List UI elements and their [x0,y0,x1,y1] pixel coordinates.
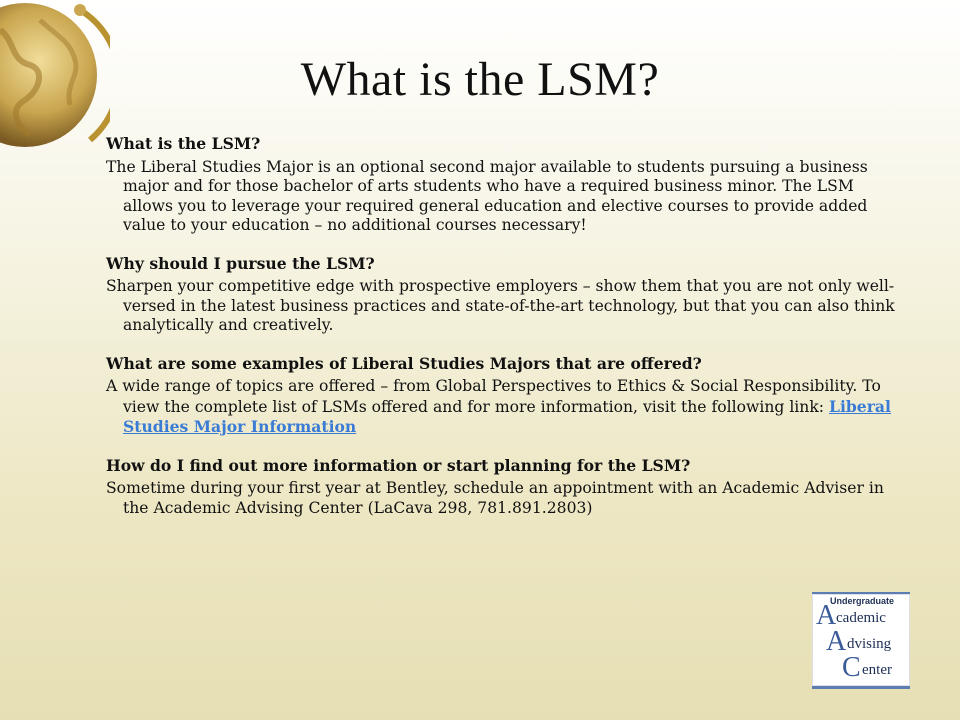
lsm-info-link[interactable]: Liberal Studies Major Information [123,396,891,436]
academic-advising-center-logo [812,592,910,689]
section-planning [106,456,896,519]
question-heading: What are some examples of Liberal Studies Majors that are offered? [106,353,702,373]
section-examples [106,354,896,438]
slide-title: What is the LSM? [300,53,660,106]
logo-word-1: cademic [836,610,886,626]
section-why-pursue [106,254,896,336]
logo-letter-c: C [842,652,861,683]
logo-word-2: dvising [847,636,892,652]
answer-text: Sharpen your competitive edge with prospective employers – show them that you are not only well-versed in the latest business practices and state-of-the-art technology, but that you can also think analytically and creatively. [106,277,895,334]
answer-text: Sometime during your first year at Bentley, schedule an appointment with an Academic Adviser in the Academic Advising Center (LaCava 298, 781.891.2803) [106,479,884,517]
slide-content [106,134,896,536]
answer-text-prefix: A wide range of topics are offered – from Global Perspectives to Ethics & Social Responsibility. To view the complete list of LSMs offered and for more information, visit the following link: [106,377,881,416]
question-heading: How do I find out more information or start planning for the LSM? [106,455,691,475]
logo-letter-a1: A [816,600,837,631]
answer-text: The Liberal Studies Major is an optional second major available to students pursuing a business major and for those bachelor of arts students who have a required business minor. The LSM allows you to leverage your required general education and elective courses to provide added value to your education – no additional courses necessary! [106,157,868,234]
question-heading: Why should I pursue the LSM? [106,253,375,273]
section-what-is-lsm [106,134,896,236]
answer-text [106,377,896,438]
logo-letter-a2: A [826,626,847,657]
logo-word-3: enter [862,662,892,678]
logo-top-word: Undergraduate [830,596,895,606]
question-heading: What is the LSM? [106,134,261,153]
